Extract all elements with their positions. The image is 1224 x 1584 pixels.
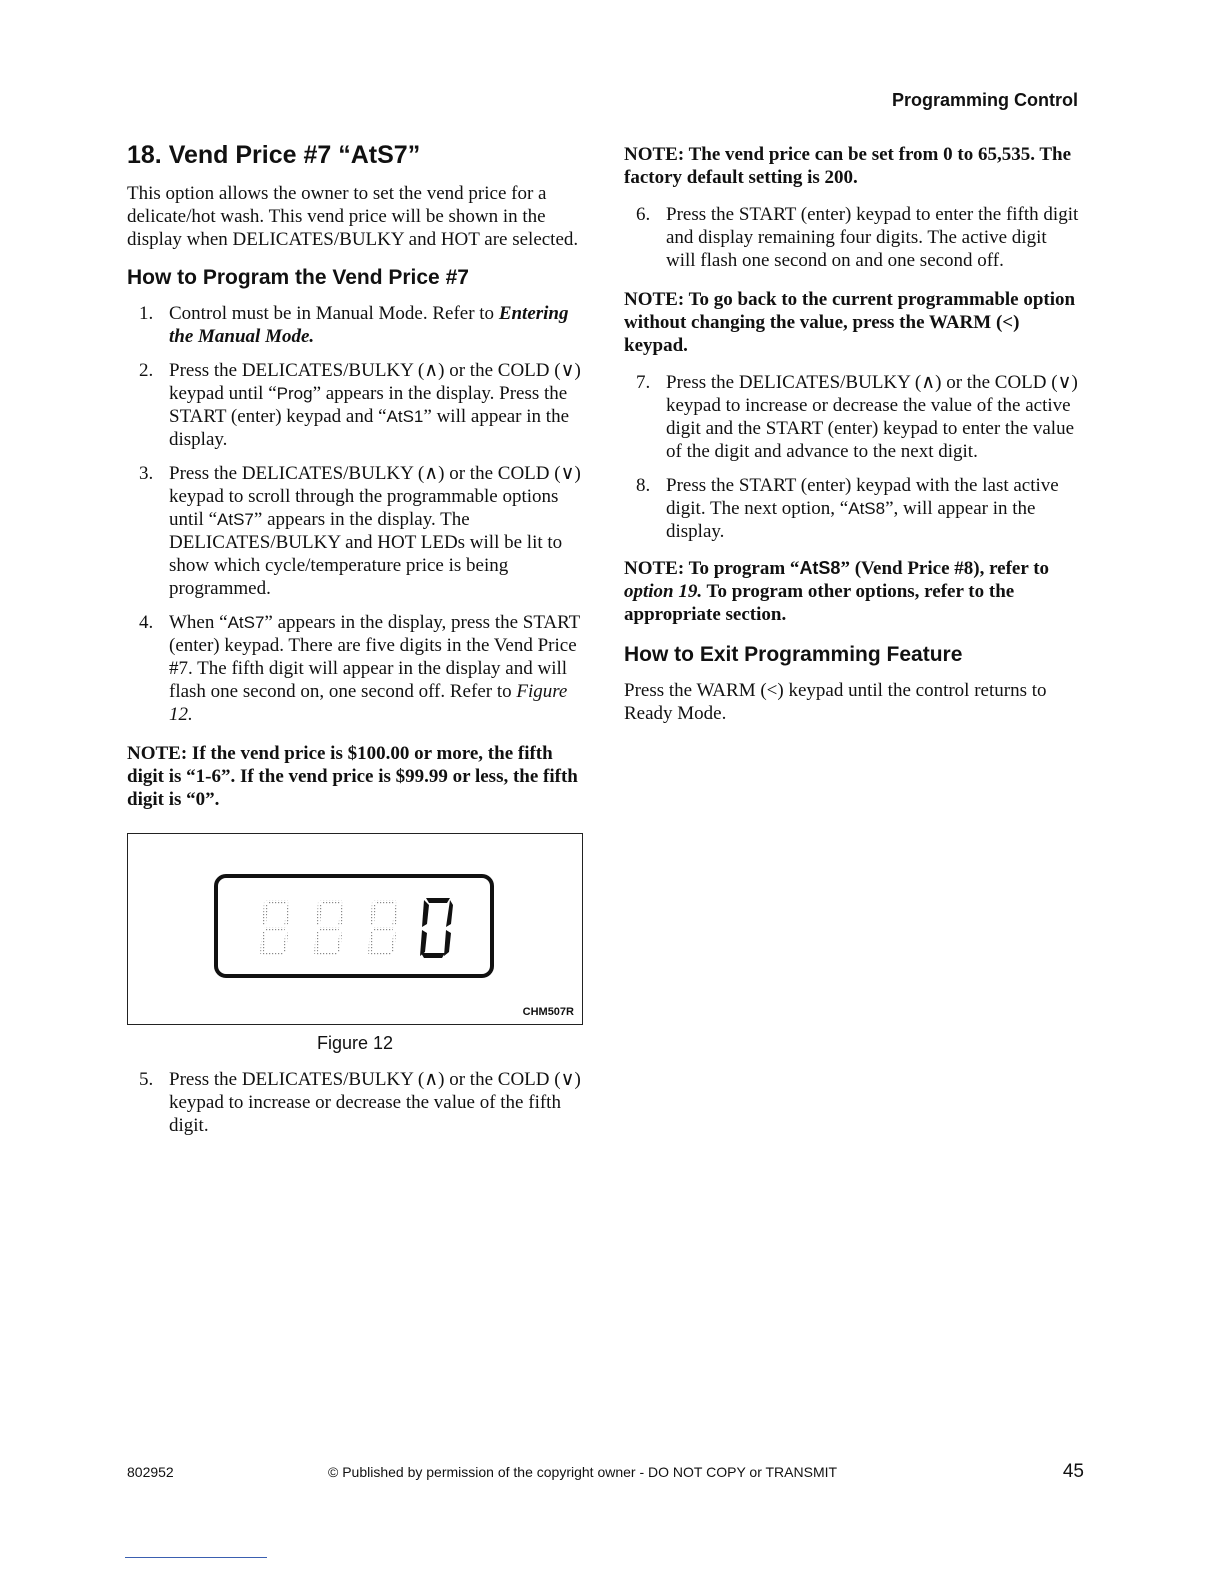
step-7: 7. Press the DELICATES/BULKY (∧) or the COLD (∨) keypad to increase or decrease the value of the active digit and the START (enter) keypad to enter the value of the digit and advance to the next digit. bbox=[636, 372, 1078, 462]
exit-paragraph: Press the WARM (<) keypad until the control returns to Ready Mode. bbox=[624, 680, 1047, 725]
page-number: 45 bbox=[1062, 1461, 1084, 1482]
active-digit-zero bbox=[420, 898, 453, 958]
step-4: 4. When “AtS7” appears in the display, press the START (enter) keypad. There are five digits in the Vend Price #7. The fifth digit will appear in the display and will flash one second on, one second off. Refer to Figure 12. bbox=[139, 612, 580, 726]
note-fifth-digit: NOTE: If the vend price is $100.00 or more, the fifth digit is “1-6”. If the vend price is $99.99 or less, the fifth digit is “0”. bbox=[127, 743, 578, 811]
note-vend-range: NOTE: The vend price can be set from 0 to 65,535. The factory default setting is 200. bbox=[624, 144, 1072, 188]
step-5: 5. Press the DELICATES/BULKY (∧) or the COLD (∨) keypad to increase or decrease the value of the fifth digit. bbox=[139, 1069, 581, 1137]
left-column bbox=[127, 140, 583, 1148]
unlit-digit-2 bbox=[314, 900, 344, 956]
step-2: 2. Press the DELICATES/BULKY (∧) or the COLD (∨) keypad until “Prog” appears in the display. Press the START (enter) keypad and “AtS1” will appear in the display. bbox=[139, 360, 581, 451]
intro-paragraph: This option allows the owner to set the vend price for a delicate/hot wash. This vend price will be shown in the display when DELICATES/BULKY and HOT are selected. bbox=[127, 183, 579, 250]
steps-list-right-b bbox=[624, 371, 1080, 543]
right-column bbox=[624, 143, 1080, 725]
bottom-rule bbox=[125, 1557, 267, 1558]
step-6: 6. Press the START (enter) keypad to enter the fifth digit and display remaining four digits. The active digit will flash one second on and one second off. bbox=[636, 204, 1079, 271]
figure-code: CHM507R bbox=[522, 1006, 574, 1019]
unlit-digit-3 bbox=[368, 900, 398, 956]
note-go-back: NOTE: To go back to the current programmable option without changing the value, press the WARM (<) keypad. bbox=[624, 289, 1076, 356]
step-8: 8. Press the START (enter) keypad with the last active digit. The next option, “AtS8”, will appear in the display. bbox=[636, 475, 1059, 542]
step-3: 3. Press the DELICATES/BULKY (∧) or the COLD (∨) keypad to scroll through the programmable options until “AtS7” appears in the display. The DELICATES/BULKY and HOT LEDs will be lit to show which cycle/temperature price is being programmed. bbox=[139, 463, 581, 600]
running-head: Programming Control bbox=[891, 90, 1078, 110]
figure-12 bbox=[127, 833, 583, 1025]
note-program-ats8: NOTE: To program “AtS8” (Vend Price #8), refer to option 19. To program other options, refer to the appropriate section. bbox=[624, 558, 1050, 625]
doc-number: 802952 bbox=[127, 1464, 174, 1480]
steps-list-left bbox=[127, 302, 583, 726]
step-1: 1. Control must be in Manual Mode. Refer to Entering the Manual Mode. bbox=[139, 303, 569, 348]
seven-segment-digits bbox=[218, 878, 490, 974]
exit-subtitle: How to Exit Programming Feature bbox=[624, 643, 963, 666]
steps-list-left-cont bbox=[127, 1068, 583, 1137]
section-title: 18. Vend Price #7 “AtS7” bbox=[127, 141, 421, 169]
copyright-notice: © Published by permission of the copyright owner - DO NOT COPY or TRANSMIT bbox=[328, 1464, 838, 1480]
figure-caption: Figure 12 bbox=[316, 1033, 394, 1054]
unlit-digit-1 bbox=[260, 900, 290, 956]
program-subtitle: How to Program the Vend Price #7 bbox=[127, 266, 469, 289]
steps-list-right-a bbox=[624, 203, 1080, 272]
lcd-display bbox=[214, 874, 494, 978]
